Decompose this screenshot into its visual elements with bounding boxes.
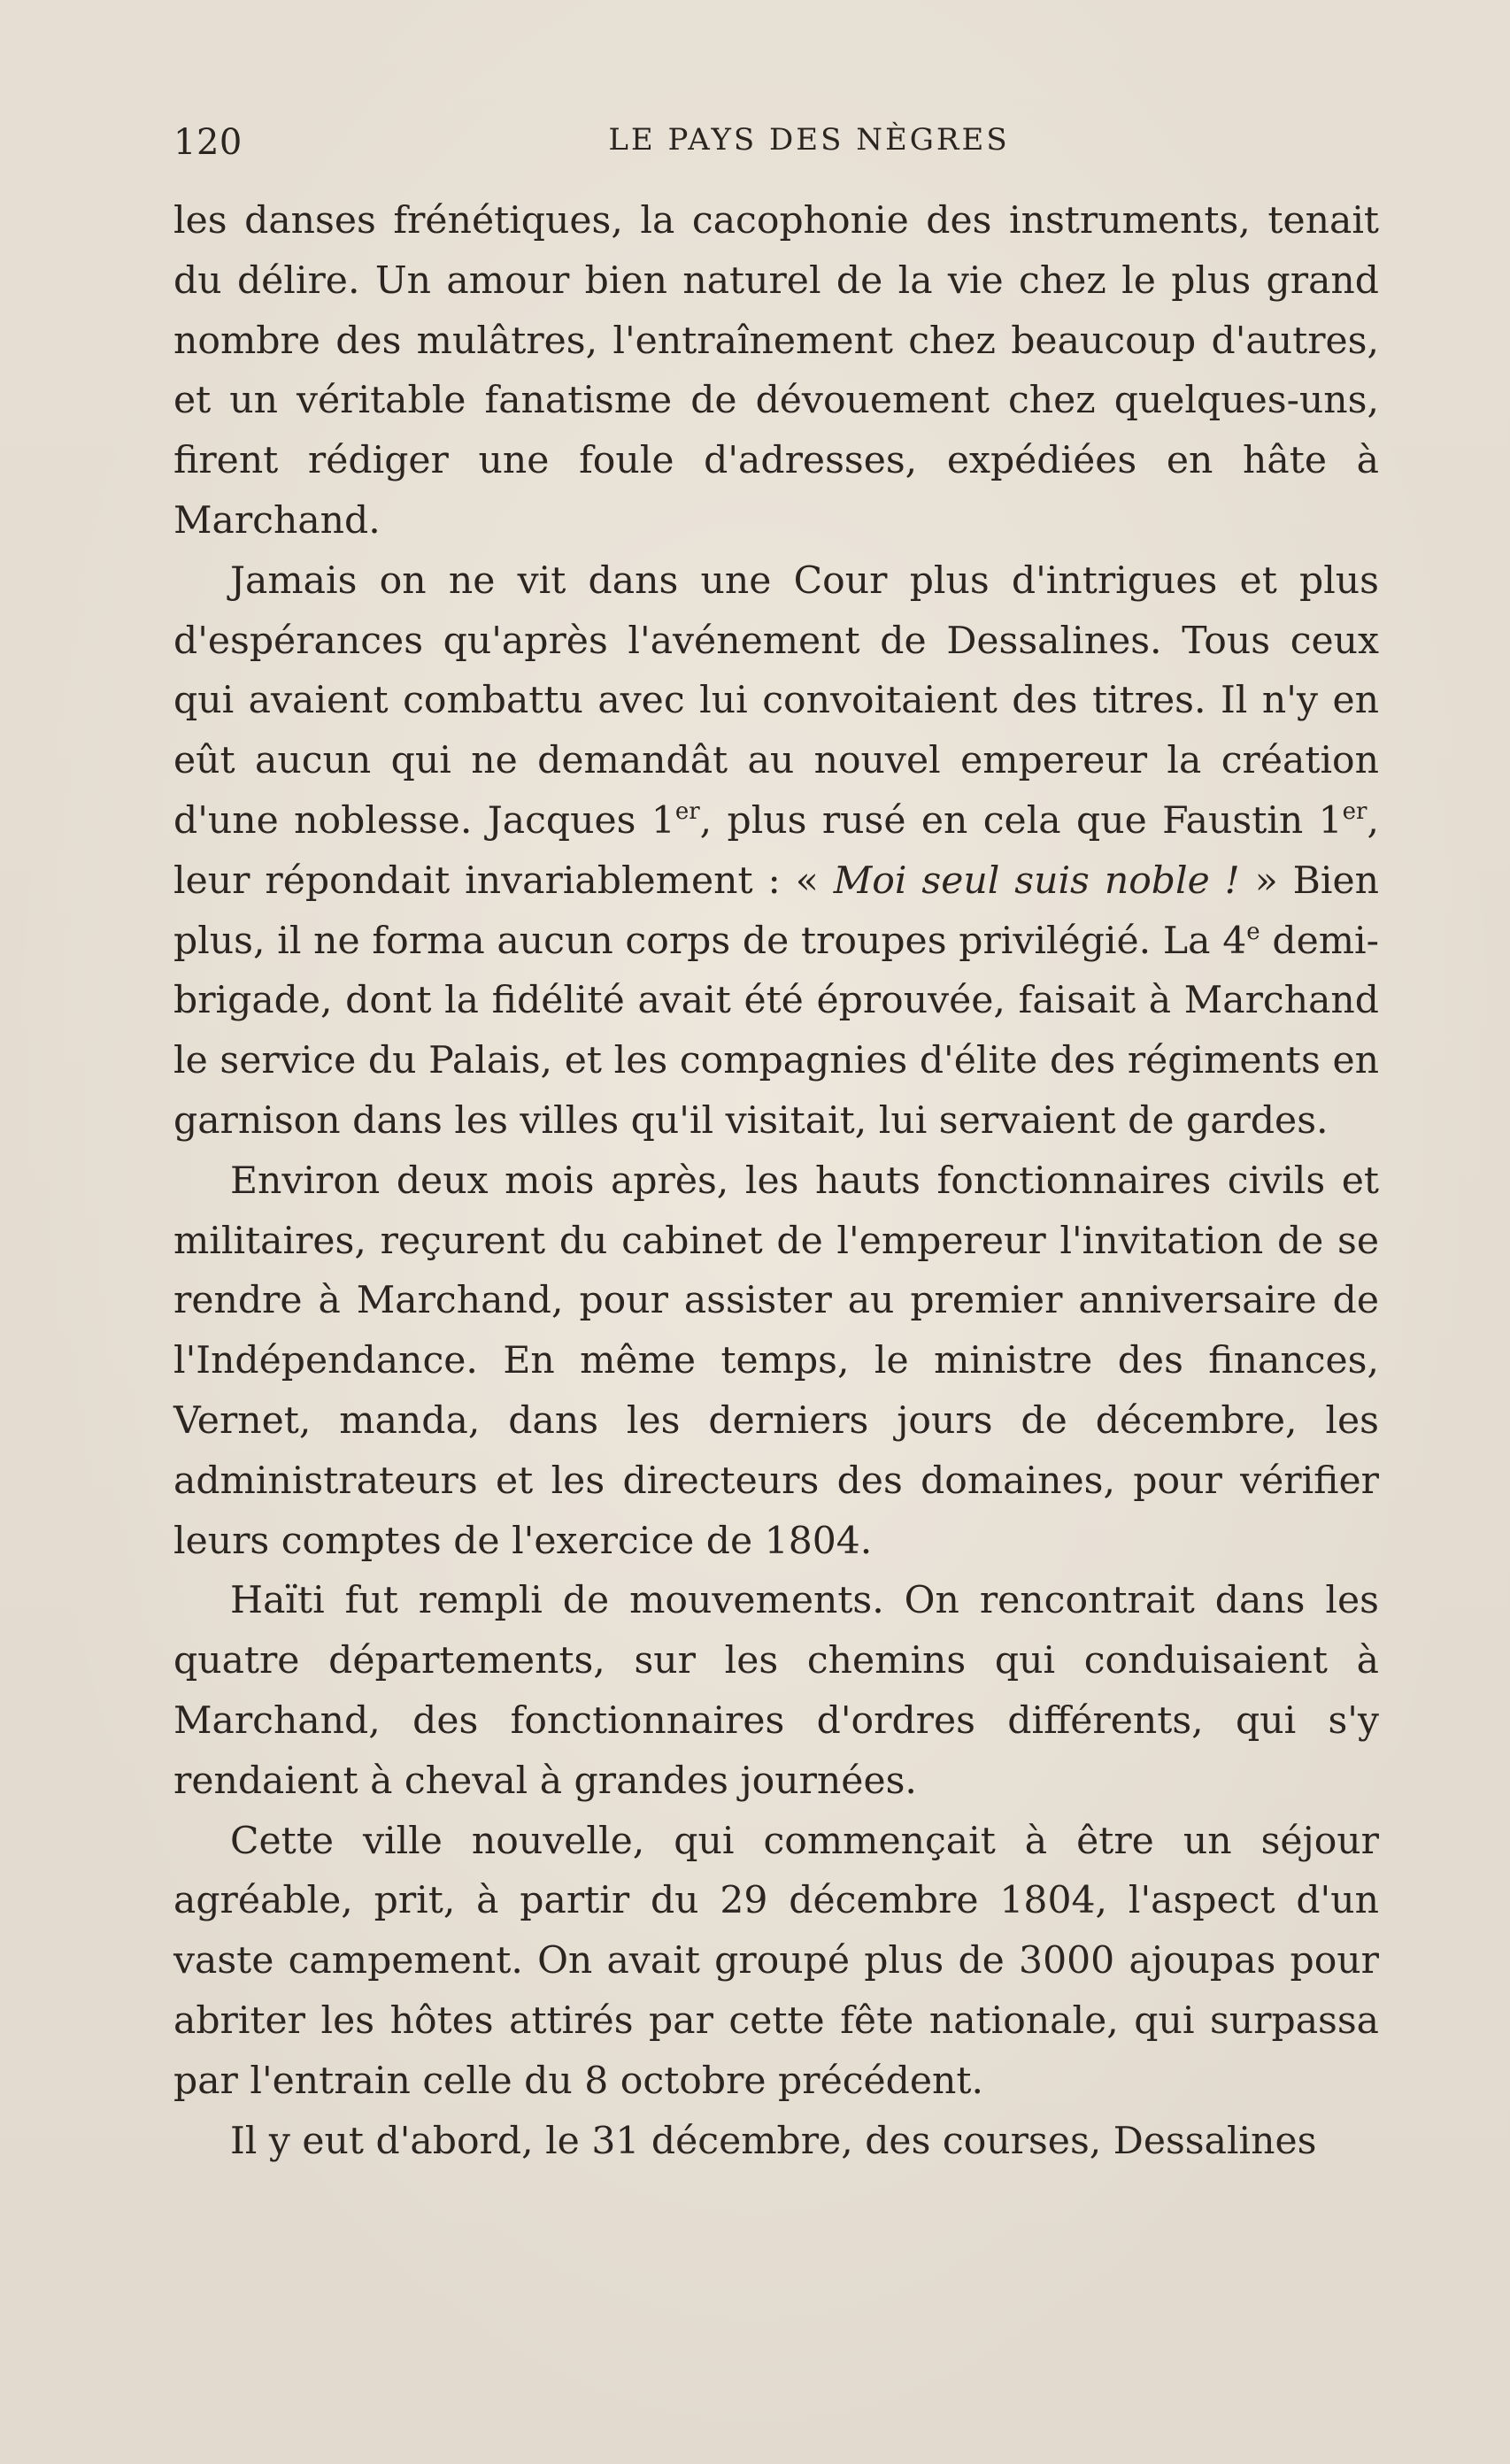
body-text: [173, 191, 1379, 2171]
superscript-er-2: er: [1342, 797, 1367, 825]
paragraph-4: Haïti fut rempli de mouvements. On rencontrait dans les quatre départements, sur les chemins qui conduisaient à Marchand, des fonctionnaires d'ordres différents, qui s'y rendaient à cheval à grandes journées.: [173, 1579, 1379, 1803]
paragraph-2-text-3: , leur répondait invariablement : «: [173, 798, 1379, 903]
paragraph-2: [173, 551, 1379, 1151]
paragraph-5: Cette ville nouvelle, qui commençait à être un séjour agréable, prit, à partir du 29 décembre 1804, l'aspect d'un vaste campement. On avait groupé plus de 3000 ajoupas pour abriter les hôtes attirés par cette fête nationale, qui surpassa par l'entrain celle du 8 octobre précédent.: [173, 1819, 1379, 2103]
paragraph-2-text-1: Jamais on ne vit dans une Cour plus d'intrigues et plus d'espérances qu'après l'avénement de Dessalines. Tous ceux qui avaient combattu avec lui convoitaient des titres. Il n'y en eût aucun qui ne demandât au nouvel empereur la création d'une noblesse. Jacques 1: [173, 558, 1379, 843]
italic-quote: Moi seul suis noble !: [833, 859, 1240, 903]
running-title: LE PAYS DES NÈGRES: [608, 122, 1010, 158]
paragraph-3: Environ deux mois après, les hauts fonctionnaires civils et militaires, reçurent du cabinet de l'empereur l'invitation de se rendre à Marchand, pour assister au premier anniversaire de l'Indépendance. En même temps, le ministre des finances, Vernet, manda, dans les derniers jours de décembre, les administrateurs et les directeurs des domaines, pour vérifier leurs comptes de l'exercice de 1804.: [173, 1159, 1379, 1563]
paragraph-2-text-4: » Bien plus, il ne forma aucun corps de troupes privilégié. La 4: [173, 859, 1380, 963]
paragraph-2-text-5: demi-brigade, dont la fidélité avait été éprouvée, faisait à Marchand le service du Palais, et les compagnies d'élite des régiments en garnison dans les villes qu'il visitait, lui servaient de gardes.: [173, 919, 1379, 1143]
superscript-er-1: er: [674, 797, 700, 825]
page-number: 120: [173, 122, 243, 163]
running-head: [173, 117, 1391, 166]
paragraph-2-text-2: , plus rusé en cela que Faustin 1: [699, 798, 1343, 843]
paragraph-6: Il y eut d'abord, le 31 décembre, des courses, Dessalines: [230, 2119, 1317, 2163]
paragraph-1: les danses frénétiques, la cacophonie des instruments, tenait du délire. Un amour bien naturel de la vie chez le plus grand nombre des mulâtres, l'entraînement chez beaucoup d'autres, et un véritable fanatisme de dévouement chez quelques-uns, firent rédiger une foule d'adresses, expédiées en hâte à Marchand.: [173, 199, 1379, 543]
superscript-e: e: [1246, 918, 1260, 945]
